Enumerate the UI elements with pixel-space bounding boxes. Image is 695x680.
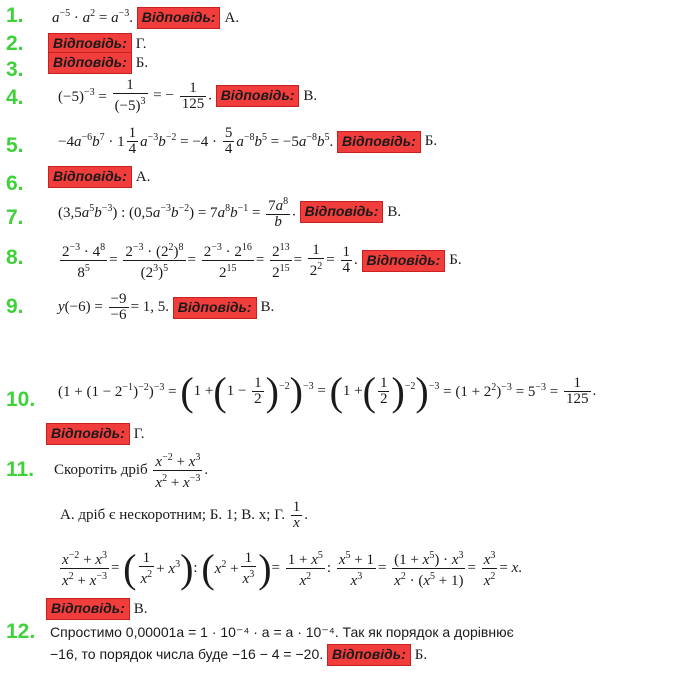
task-number: 5. bbox=[6, 134, 24, 157]
answer-badge: Відповідь: bbox=[173, 297, 257, 319]
task-3-solution bbox=[48, 52, 148, 74]
answer-value: Б. bbox=[135, 55, 149, 71]
task-6-solution bbox=[48, 166, 150, 188]
task-10-solution: $(1 + (1 - 2^{-1})^{-2})^{-3} = (1 +(1$ − $\frac{1}{2}$ )$^{-2}$)$^{-3}$ = (1 +( $\frac{1}{2}$ )$^{-2})^{-3} = (1 + 2^2)^{-3} = 5^{-3}$ = $\frac{1}{125}$ . bbox=[58, 369, 597, 414]
answer-badge: Відповідь: bbox=[216, 85, 300, 107]
task-number: 2. bbox=[6, 32, 24, 55]
answer-badge: Відповідь: bbox=[46, 423, 130, 445]
answer-badge: Відповідь: bbox=[300, 201, 384, 223]
answer-badge: Відповідь: bbox=[137, 7, 221, 29]
answer-badge: Відповідь: bbox=[337, 131, 421, 153]
task-9-solution: y(−6) = $\frac{-9}{-6}$ = 1, 5. Відповідь: В. bbox=[58, 291, 275, 323]
answer-value: Г. bbox=[133, 426, 145, 442]
answer-badge: Відповідь: bbox=[362, 250, 446, 272]
answer-value: А. bbox=[224, 10, 240, 26]
task-number: 8. bbox=[6, 246, 24, 269]
answer-value: В. bbox=[260, 299, 275, 315]
task-number: 6. bbox=[6, 172, 24, 195]
task-number: 12. bbox=[6, 620, 36, 643]
answer-value: В. bbox=[303, 87, 318, 104]
task-number: 10. bbox=[6, 388, 36, 411]
answer-badge: Відповідь: bbox=[327, 644, 411, 666]
answer-badge: Відповідь: bbox=[48, 166, 132, 188]
task-number: 9. bbox=[6, 295, 24, 318]
task-11-answer bbox=[46, 598, 148, 620]
task-12-line-2: −16, то порядок числа буде −16 − 4 = −20. Відповідь: Б. bbox=[50, 644, 427, 666]
task-1-solution: $a^{-5} \cdot a^2 = a^{-3}$. Відповідь: А. bbox=[52, 7, 239, 29]
task-5-solution: $-4a^{-6}b^7 \cdot 1$ $\frac{1}{4}$ $a^{-3}b^{-2} = -4$ · $\frac{5}{4}$ $a^{-8}b^5 = -5a^{-8}b^5$. Відповідь: Б. bbox=[58, 125, 438, 157]
answer-badge: Відповідь: bbox=[48, 52, 132, 74]
task-number: 7. bbox=[6, 206, 24, 229]
task-11-prompt: Скоротіть дріб $\frac{x^{-2} + x^3}{x^2 + x^{-3}}$ . bbox=[54, 452, 209, 491]
task-12-line-1: Спростимо 0,00001a = 1 · 10⁻⁴ · a = a · 10⁻⁴. Так як порядок a дорівнює bbox=[50, 624, 514, 640]
answer-value: В. bbox=[133, 601, 148, 617]
answer-value: Б. bbox=[449, 252, 462, 268]
task-7-solution: $(3,5a^5b^{-3})$ : $(0,5a^{-3}b^{-2}) = 7a^8b^{-1}$ = $\frac{7a^8}{b}$ . Відповідь: В. bbox=[58, 196, 402, 230]
task-8-solution: $\frac{2^{-3} \cdot 4^8}{8^5}$ = $\frac{2^{-3} \cdot (2^2)^8}{(2^3)^5}$ = $\frac{2^{-3} \cdot 2^{16}}{2^{15}}$ = $\frac{2^{13}}{2^{15}}$ = $\frac{1}{2^2}$ = $\frac{1}{4}$ . Відповідь: Б. bbox=[62, 241, 462, 281]
answer-value: Б. bbox=[414, 647, 428, 663]
task-number: 11. bbox=[6, 458, 35, 481]
answer-value: Б. bbox=[424, 133, 438, 149]
task-11-solution: $\frac{x^{-2} + x^3}{x^2 + x^{-3}}$ = ( $\frac{1}{x^2}$ + $x^3$): ($x^2$ + $\frac{1}{x^3}$ )= $\frac{1 + x^5}{x^2}$ : $\frac{x^5 + 1}{x^3}$ = $\frac{(1 + x^5) \cdot x^3}{x^2 \cdot (x^5 + 1)}$ = $\frac{x^3}{x^2}$ = x. bbox=[62, 546, 523, 591]
task-number: 1. bbox=[6, 4, 24, 27]
answer-value: А. bbox=[135, 169, 151, 185]
task-11-options: А. дріб є нескоротним; Б. 1; В. x; Г. $\frac{1}{x}$ . bbox=[60, 499, 308, 531]
task-10-answer bbox=[46, 423, 144, 445]
task-number: 4. bbox=[6, 86, 24, 109]
answer-value: В. bbox=[387, 203, 402, 220]
answer-badge: Відповідь: bbox=[46, 598, 130, 620]
answer-badge: Відповідь: bbox=[48, 33, 132, 55]
task-number: 3. bbox=[6, 58, 24, 81]
task-4-solution: $(-5)^{-3}$ = $\frac{1}{(-5)^3}$ = − $\frac{1}{125}$ . Відповідь: В. bbox=[58, 77, 318, 114]
answer-value: Г. bbox=[135, 36, 147, 52]
